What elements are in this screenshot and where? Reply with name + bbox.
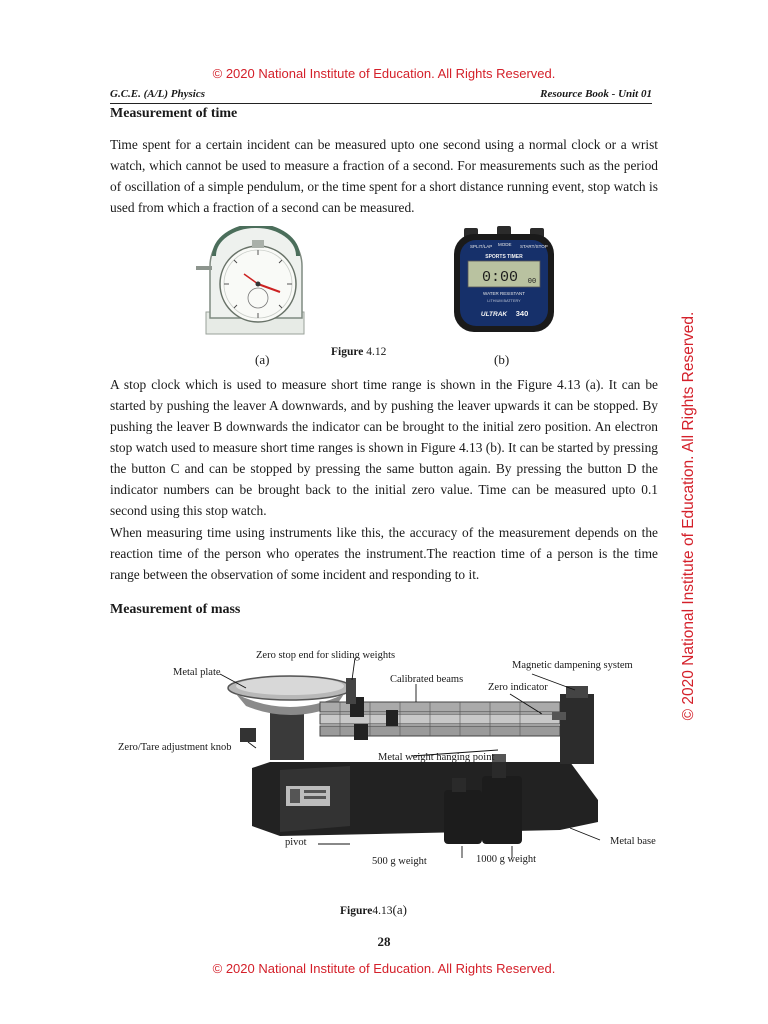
- figure-label-b: (b): [494, 352, 510, 367]
- paragraph-time-intro: Time spent for a certain incident can be measured upto one second using a normal clock or a wrist watch, which cannot be used to measure a fraction of a second. For measurements such as the period of oscillation of a simple pendulum, or the time spent for a short distance running event, stop watch is used from which a fraction of a second can be measured.: [110, 137, 658, 215]
- copyright-vertical-watermark: © 2020 National Institute of Education. All Rights Reserved.: [680, 311, 697, 721]
- paragraph-stop-clock: A stop clock which is used to measure short time range is shown in the Figure 4.13 (a). It can be started by pushing the leaver A downwards, and by pushing the leaver upwards it can be stopped. By pushing the leaver B downwards the indicator can be brought to the initial zero position. An electron stop watch used to measure short time ranges is shown in Figure 4.13 (b). It can be started by pressing the button C and can be stopped by pressing the same button again. By pressing the button D the indicator numbers can be brought back to the initial zero value. Time can be measured upto 0.1 second using this stop watch.: [110, 377, 658, 518]
- stopwatch-display: 0:00: [481, 269, 519, 286]
- figure-413-caption-number: 4.13: [372, 905, 393, 917]
- figure-413-caption-word: Figure: [340, 905, 373, 917]
- header-rule: [110, 103, 652, 104]
- stopwatch-battery-label: LITHIUM BATTERY: [487, 299, 521, 303]
- label-metal-plate: Metal plate: [173, 667, 221, 678]
- figure-413-caption: [340, 902, 407, 918]
- header-right: Resource Book - Unit 01: [540, 88, 652, 100]
- figure-412-caption: [331, 346, 386, 358]
- label-zero-indicator: Zero indicator: [488, 682, 548, 693]
- label-magnetic-dampening: Magnetic dampening system: [512, 660, 633, 671]
- stopwatch-brand: ULTRAK: [480, 311, 508, 318]
- stopwatch-display-hundredths: 00: [527, 278, 537, 286]
- figure-413-caption-suffix: (a): [392, 902, 407, 917]
- paragraph-reaction-time: When measuring time using instruments like this, the accuracy of the measurement depends on the reaction time of the person who operates the instrument.The reaction time of a person is the time range between the observation of some incident and responding to it.: [110, 525, 658, 582]
- label-500g-weight: 500 g weight: [372, 856, 427, 867]
- stop-clock-image: [196, 226, 316, 336]
- label-metal-base: Metal base: [610, 836, 656, 847]
- digital-stopwatch-image: [452, 226, 556, 336]
- page-number: 28: [377, 934, 391, 949]
- label-1000g-weight: 1000 g weight: [476, 854, 537, 865]
- figure-412-caption-number: 4.12: [366, 346, 387, 358]
- copyright-bottom: © 2020 National Institute of Education. All Rights Reserved.: [212, 961, 556, 976]
- header-left: G.C.E. (A/L) Physics: [110, 88, 206, 100]
- heading-measurement-of-mass: Measurement of mass: [110, 602, 241, 617]
- stopwatch-water-label: WATER RESISTANT: [483, 291, 525, 296]
- running-header: [110, 88, 652, 100]
- heading-measurement-of-time: Measurement of time: [110, 106, 238, 121]
- label-zero-stop-end: Zero stop end for sliding weights: [256, 650, 396, 661]
- label-hanging-point: Metal weight hanging point: [378, 752, 495, 763]
- stopwatch-brand-top: SPLIT/LAP: [470, 244, 493, 249]
- figure-412-caption-word: Figure: [331, 346, 364, 358]
- stopwatch-mode-label: MODE: [498, 242, 512, 247]
- stopwatch-sports-label: SPORTS TIMER: [485, 254, 523, 260]
- copyright-top: © 2020 National Institute of Education. All Rights Reserved.: [212, 66, 556, 81]
- label-tare-knob: Zero/Tare adjustment knob: [118, 742, 232, 753]
- figure-label-a: (a): [255, 352, 270, 367]
- label-calibrated-beams: Calibrated beams: [390, 674, 464, 685]
- stopwatch-model: 340: [515, 309, 529, 318]
- label-pivot: pivot: [285, 837, 307, 848]
- stopwatch-start-label: START/STOP: [520, 244, 548, 249]
